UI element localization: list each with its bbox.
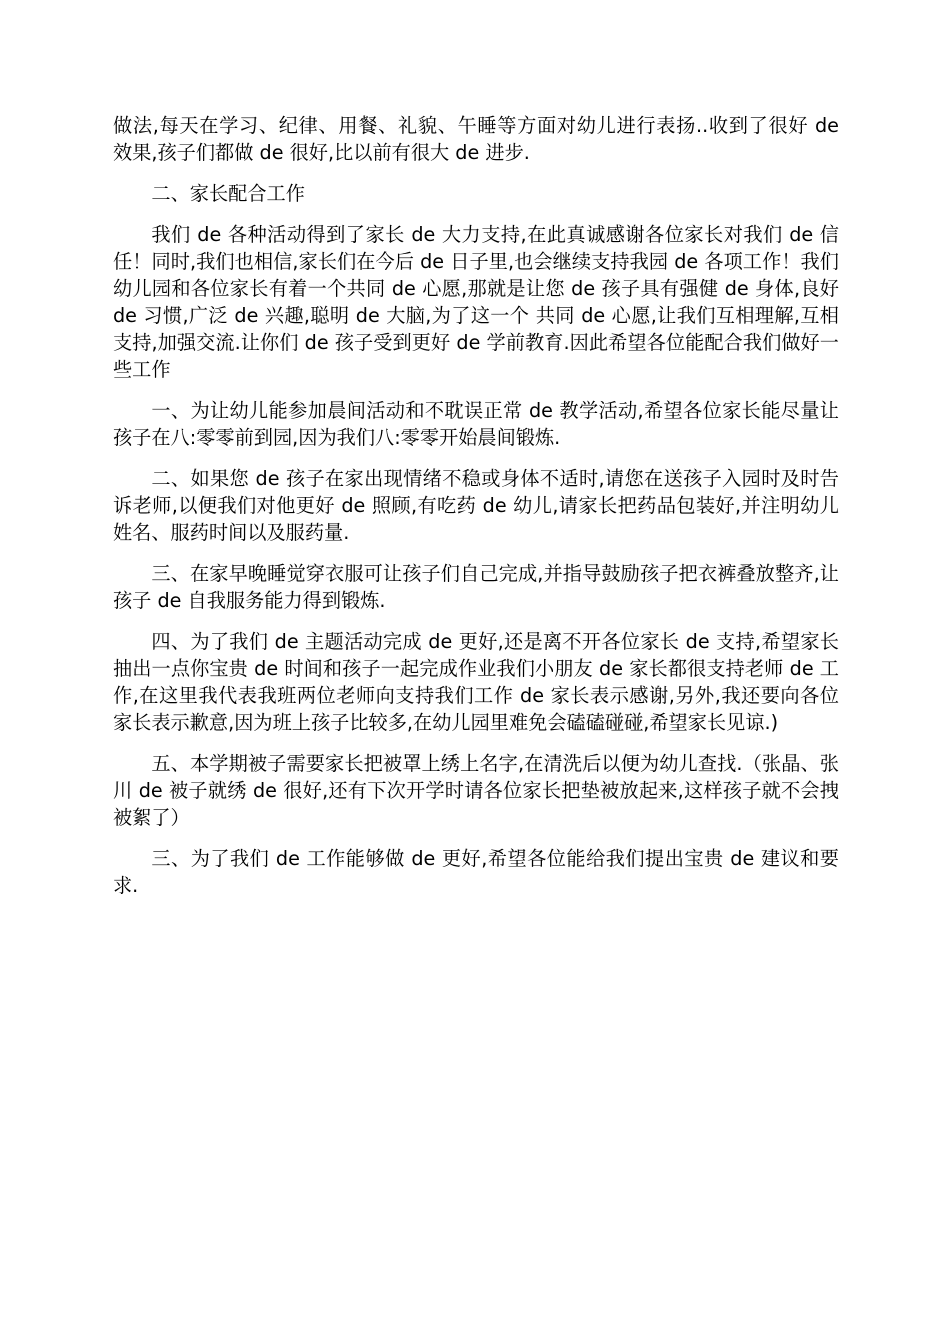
paragraph-thanks-parents: 我们 de 各种活动得到了家长 de 大力支持,在此真诚感谢各位家长对我们 de 信任！同时,我们也相信,家长们在今后 de 日子里,也会继续支持我园 de 各项工作！我们幼儿园和各位家长有着一个共同 de 心愿,那就是让您 de 孩子具有强健 de 身体,良好 de 习惯,广泛 de 兴趣,聪明 de 大脑,为了这一个 共同 de 心愿,让我们互相理解,互相支持,加强交流.让你们 de 孩子受到更好 de 学前教育.因此希望各位能配合我们做好一些工作 xyxy=(113,223,839,381)
document-body xyxy=(113,112,839,913)
paragraph-item-2-health: 二、如果您 de 孩子在家出现情绪不稳或身体不适时,请您在送孩子入园时及时告诉老师,以便我们对他更好 de 照顾,有吃药 de 幼儿,请家长把药品包装好,并注明幼儿姓名、服药时间以及服药量. xyxy=(113,467,839,544)
paragraph-continuation: 做法,每天在学习、纪律、用餐、礼貌、午睡等方面对幼儿进行表扬..收到了很好 de 效果,孩子们都做 de 很好,比以前有很大 de 进步. xyxy=(113,114,839,164)
paragraph-item-1-arrival-time: 一、为让幼儿能参加晨间活动和不耽误正常 de 教学活动,希望各位家长能尽量让孩子在八:零零前到园,因为我们八:零零开始晨间锻炼. xyxy=(113,399,839,449)
paragraph-item-5-quilts: 五、本学期被子需要家长把被罩上绣上名字,在清洗后以便为幼儿查找.（张晶、张川 de 被子就绣 de 很好,还有下次开学时请各位家长把垫被放起来,这样孩子就不会拽被絮了） xyxy=(113,752,839,829)
paragraph-item-3-self-care: 三、在家早晚睡觉穿衣服可让孩子们自己完成,并指导鼓励孩子把衣裤叠放整齐,让孩子 de 自我服务能力得到锻炼. xyxy=(113,562,839,612)
paragraph-item-4-theme-activities: 四、为了我们 de 主题活动完成 de 更好,还是离不开各位家长 de 支持,希望家长抽出一点你宝贵 de 时间和孩子一起完成作业我们小朋友 de 家长都很支持老师 de 工作,在这里我代表我班两位老师向支持我们工作 de 家长表示感谢,另外,我还要向各位家长表示歉意,因为班上孩子比较多,在幼儿园里难免会磕磕碰碰,希望家长见谅.) xyxy=(113,630,839,734)
paragraph-suggestions: 三、为了我们 de 工作能够做 de 更好,希望各位能给我们提出宝贵 de 建议和要求. xyxy=(113,847,839,897)
section-heading-parent-cooperation: 二、家长配合工作 xyxy=(151,182,305,205)
